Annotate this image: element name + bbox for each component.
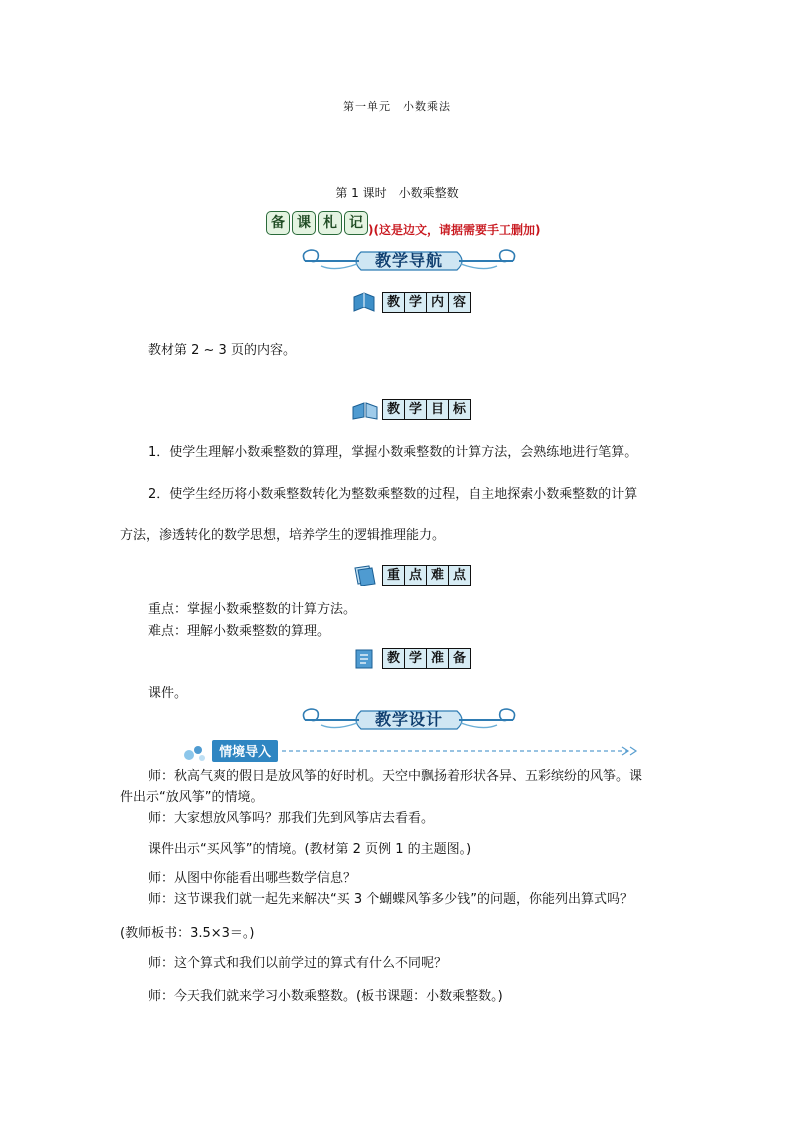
- dialogue-line: 师：今天我们就来学习小数乘整数。(板书课题：小数乘整数。): [148, 989, 503, 1004]
- banner-teaching-guide: [299, 246, 519, 276]
- heading-char: 教: [383, 293, 405, 312]
- heading-char: 难: [427, 566, 449, 585]
- heading-char: 学: [405, 649, 427, 668]
- difficulty-text: 难点：理解小数乘整数的算理。: [148, 624, 331, 639]
- heading-char: 点: [405, 566, 427, 585]
- notes-stamp: [266, 211, 368, 235]
- dialogue-line: 师：这个算式和我们以前学过的算式有什么不同呢？: [148, 956, 448, 971]
- heading-char: 教: [383, 649, 405, 668]
- section-teaching-prep: [352, 647, 471, 669]
- goal-item-2-line-2: 方法，渗透转化的数学思想，培养学生的逻辑推理能力。: [120, 528, 446, 543]
- heading-char: 备: [449, 649, 470, 668]
- content-text: 教材第 2 ~ 3 页的内容。: [148, 343, 296, 358]
- dialogue-line: 课件出示“买风筝”的情境。(教材第 2 页例 1 的主题图。): [148, 842, 472, 857]
- open-book-icon: [352, 398, 378, 420]
- banner-label: 教学导航: [374, 251, 443, 270]
- pages-icon: [352, 564, 378, 586]
- bubbles-icon: [182, 743, 208, 763]
- goal-item-2-line-1: 2．使学生经历将小数乘整数转化为整数乘整数的过程，自主地探索小数乘整数的计算: [148, 487, 638, 502]
- section-teaching-goals: [352, 398, 471, 420]
- dialogue-line: 件出示“放风筝”的情境。: [120, 790, 264, 805]
- section-key-points: [352, 564, 471, 586]
- dialogue-line: 师：秋高气爽的假日是放风筝的好时机。天空中飘扬着形状各异、五彩缤纷的风筝。课: [148, 769, 643, 784]
- lesson-title: 第 1 课时 小数乘整数: [335, 186, 459, 200]
- margin-note: )(这是边文，请据需要手工删加): [368, 223, 541, 237]
- heading-char: 标: [449, 400, 470, 419]
- heading-char: 容: [449, 293, 470, 312]
- dashed-arrow-icon: [282, 746, 642, 756]
- key-point-text: 重点：掌握小数乘整数的计算方法。: [148, 602, 357, 617]
- heading-char: 准: [427, 649, 449, 668]
- dialogue-line: 师：大家想放风筝吗？那我们先到风筝店去看看。: [148, 811, 435, 826]
- section-heading: [382, 399, 471, 420]
- unit-title: 第一单元 小数乘法: [343, 100, 451, 113]
- section-teaching-content: [352, 291, 471, 313]
- stamp-char: 札: [318, 211, 342, 235]
- notes-stamp-row: [266, 207, 540, 238]
- dialogue-line: (教师板书：3.5×3＝。): [120, 926, 255, 941]
- notebook-icon: [352, 647, 378, 669]
- situation-intro-tag: [182, 740, 278, 763]
- banner-teaching-design: [299, 705, 519, 735]
- section-heading: [382, 648, 471, 669]
- dialogue-line: 师：从图中你能看出哪些数学信息？: [148, 871, 357, 886]
- banner-label: 教学设计: [374, 710, 443, 729]
- heading-char: 教: [383, 400, 405, 419]
- prep-text: 课件。: [148, 686, 188, 701]
- goal-item-1: 1．使学生理解小数乘整数的算理，掌握小数乘整数的计算方法，会熟练地进行笔算。: [148, 445, 638, 460]
- situation-tag-label: 情境导入: [212, 740, 278, 762]
- heading-char: 内: [427, 293, 449, 312]
- book-icon: [352, 291, 378, 313]
- stamp-char: 课: [292, 211, 316, 235]
- section-heading: [382, 292, 471, 313]
- stamp-char: 记: [344, 211, 368, 235]
- heading-char: 学: [405, 293, 427, 312]
- heading-char: 重: [383, 566, 405, 585]
- heading-char: 学: [405, 400, 427, 419]
- heading-char: 点: [449, 566, 470, 585]
- stamp-char: 备: [266, 211, 290, 235]
- dialogue-line: 师：这节课我们就一起先来解决“买 3 个蝴蝶风筝多少钱”的问题，你能列出算式吗？: [148, 892, 634, 907]
- section-heading: [382, 565, 471, 586]
- heading-char: 目: [427, 400, 449, 419]
